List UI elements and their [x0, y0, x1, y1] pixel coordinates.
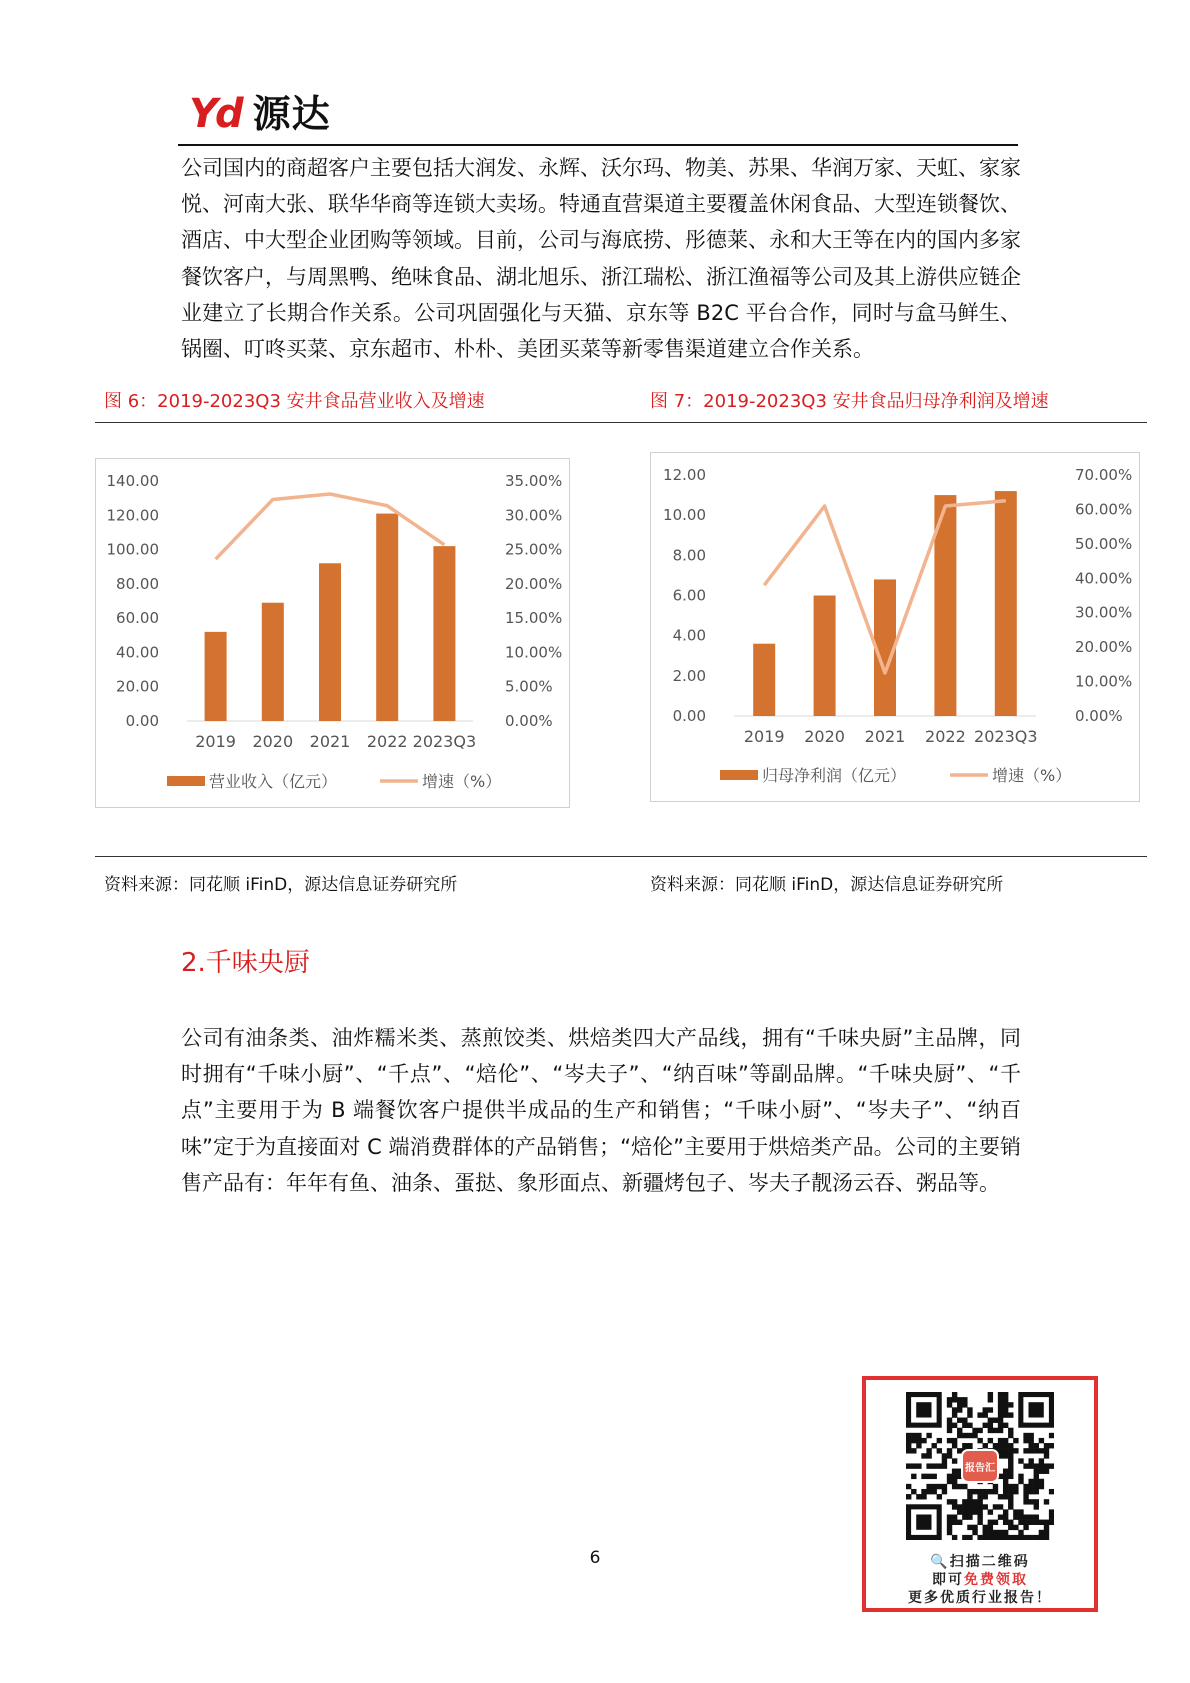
page-number: 6	[589, 1548, 601, 1568]
qr-line-1: 🔍扫描二维码	[930, 1554, 1030, 1570]
chart2-y-right-tick: 0.00%	[1075, 707, 1123, 725]
figure-bottom-rule	[95, 856, 1147, 857]
chart1-bar	[205, 632, 227, 721]
header-rule	[178, 144, 1018, 146]
chart1-bar	[262, 603, 284, 721]
section-heading: 2.千味央厨	[181, 948, 310, 978]
chart1-y-right-tick: 0.00%	[505, 712, 553, 730]
chart1-x-tick: 2019	[195, 732, 236, 751]
chart2-y-right-tick: 70.00%	[1075, 466, 1133, 484]
chart1-bar	[433, 546, 455, 721]
intro-paragraph: 公司国内的商超客户主要包括大润发、永辉、沃尔玛、物美、苏果、华润万家、天虹、家家悦、河南大张、联华华商等连锁大卖场。特通直营渠道主要覆盖休闲食品、大型连锁餐饮、酒店、中大型企业团购等领域。目前，公司与海底捞、彤德莱、永和大王等在内的国内多家餐饮客户，与周黑鸭、绝味食品、湖北旭乐、浙江瑞松、浙江渔福等公司及其上游供应链企业建立了长期合作关系。公司巩固强化与天猫、京东等 B2C 平台合作，同时与盒马鲜生、锅圈、叮咚买菜、京东超市、朴朴、美团买菜等新零售渠道建立合作关系。	[181, 156, 1021, 362]
chart2-x-tick: 2023Q3	[974, 727, 1038, 746]
net-profit-chart	[650, 452, 1140, 802]
chart1-y-left-tick: 60.00	[116, 609, 159, 628]
chart1-x-tick: 2022	[366, 732, 408, 751]
chart1-y-right-tick: 20.00%	[505, 574, 563, 593]
qr-line-2-a: 即可	[932, 1572, 964, 1588]
chart2-y-left-tick: 4.00	[672, 626, 706, 645]
chart2-y-left-tick: 12.00	[663, 466, 706, 484]
chart2-x-tick: 2021	[864, 727, 906, 746]
chart1-y-left-tick: 0.00	[125, 712, 159, 730]
chart1-legend-bar-swatch	[167, 776, 205, 786]
chart1-x-tick: 2023Q3	[412, 732, 477, 751]
chart1-y-left-tick: 140.00	[106, 472, 159, 490]
net-profit-chart-svg	[650, 452, 1140, 802]
chart2-y-right-tick: 40.00%	[1075, 569, 1133, 588]
chart2-bar	[753, 644, 775, 716]
chart2-y-left-tick: 10.00	[663, 506, 706, 525]
chart1-y-left-tick: 40.00	[116, 643, 159, 662]
chart2-bar	[814, 596, 836, 717]
chart2-y-right-tick: 60.00%	[1075, 500, 1133, 519]
chart2-y-right-tick: 30.00%	[1075, 603, 1133, 622]
chart1-y-right-tick: 25.00%	[505, 540, 563, 559]
chart1-y-right-tick: 15.00%	[505, 609, 563, 628]
chart2-y-right-tick: 50.00%	[1075, 534, 1133, 553]
figure-6-source: 资料来源：同花顺 iFinD，源达信息证券研究所	[104, 875, 458, 895]
chart1-bar	[319, 563, 341, 721]
chart1-y-right-tick: 10.00%	[505, 643, 563, 662]
chart1-bar	[376, 514, 398, 721]
chart1-y-left-tick: 120.00	[106, 506, 159, 525]
chart2-bar	[995, 491, 1017, 716]
brand-logo	[189, 92, 331, 136]
chart1-y-left-tick: 100.00	[106, 540, 159, 559]
chart2-legend-bar-label: 归母净利润（亿元）	[762, 766, 907, 785]
chart2-legend-bar-swatch	[720, 770, 758, 780]
chart2-y-right-tick: 10.00%	[1075, 672, 1133, 691]
chart2-y-left-tick: 0.00	[672, 707, 706, 725]
revenue-chart-svg	[95, 458, 570, 808]
qr-code-icon[interactable]	[906, 1392, 1054, 1540]
chart1-legend-bar-label: 营业收入（亿元）	[209, 772, 338, 791]
logo-mark: Yd	[189, 91, 241, 137]
chart1-y-left-tick: 20.00	[116, 677, 159, 696]
chart2-x-tick: 2019	[743, 727, 785, 746]
revenue-chart	[95, 458, 570, 808]
chart1-legend-line-label: 增速（%）	[422, 772, 502, 791]
chart2-x-tick: 2022	[925, 727, 966, 746]
qr-line-2	[866, 1569, 1094, 1589]
figure-6-title: 图 6：2019-2023Q3 安井食品营业收入及增速	[104, 391, 485, 412]
chart1-x-tick: 2021	[309, 732, 351, 751]
chart1-y-left-tick: 80.00	[116, 574, 159, 593]
figure-7-title: 图 7：2019-2023Q3 安井食品归母净利润及增速	[650, 391, 1049, 412]
logo-text: 源达	[252, 92, 331, 136]
chart2-y-right-tick: 20.00%	[1075, 638, 1133, 657]
qr-badge-label: 报告汇	[965, 1463, 995, 1474]
qr-line-3: 更多优质行业报告！	[908, 1590, 1052, 1606]
chart1-y-right-tick: 35.00%	[505, 472, 563, 490]
figure-7-source: 资料来源：同花顺 iFinD，源达信息证券研究所	[650, 875, 1004, 895]
section-paragraph: 公司有油条类、油炸糯米类、蒸煎饺类、烘焙类四大产品线，拥有“千味央厨”主品牌，同时拥有“千味小厨”、“千点”、“焙伦”、“岑夫子”、“纳百味”等副品牌。“千味央厨”、“千点”主要用于为 B 端餐饮客户提供半成品的生产和销售；“千味小厨”、“岑夫子”、“纳百味”定于为直接面对 C 端消费群体的产品销售；“焙伦”主要用于烘焙类产品。公司的主要销售产品有：年年有鱼、油条、蛋挞、象形面点、新疆烤包子、岑夫子靓汤云吞、粥品等。	[181, 1026, 1021, 1195]
chart2-legend-line-label: 增速（%）	[992, 766, 1072, 785]
chart2-y-left-tick: 6.00	[672, 586, 706, 605]
chart2-y-left-tick: 8.00	[672, 546, 706, 565]
qr-line-2-b: 免费领取	[964, 1572, 1028, 1588]
chart1-x-tick: 2020	[252, 732, 294, 751]
chart2-y-left-tick: 2.00	[672, 666, 706, 685]
chart1-y-right-tick: 30.00%	[505, 506, 563, 525]
chart1-y-right-tick: 5.00%	[505, 677, 553, 696]
figure-top-rule	[95, 422, 1147, 423]
chart2-x-tick: 2020	[804, 727, 845, 746]
qr-promo-box[interactable]	[862, 1376, 1098, 1612]
